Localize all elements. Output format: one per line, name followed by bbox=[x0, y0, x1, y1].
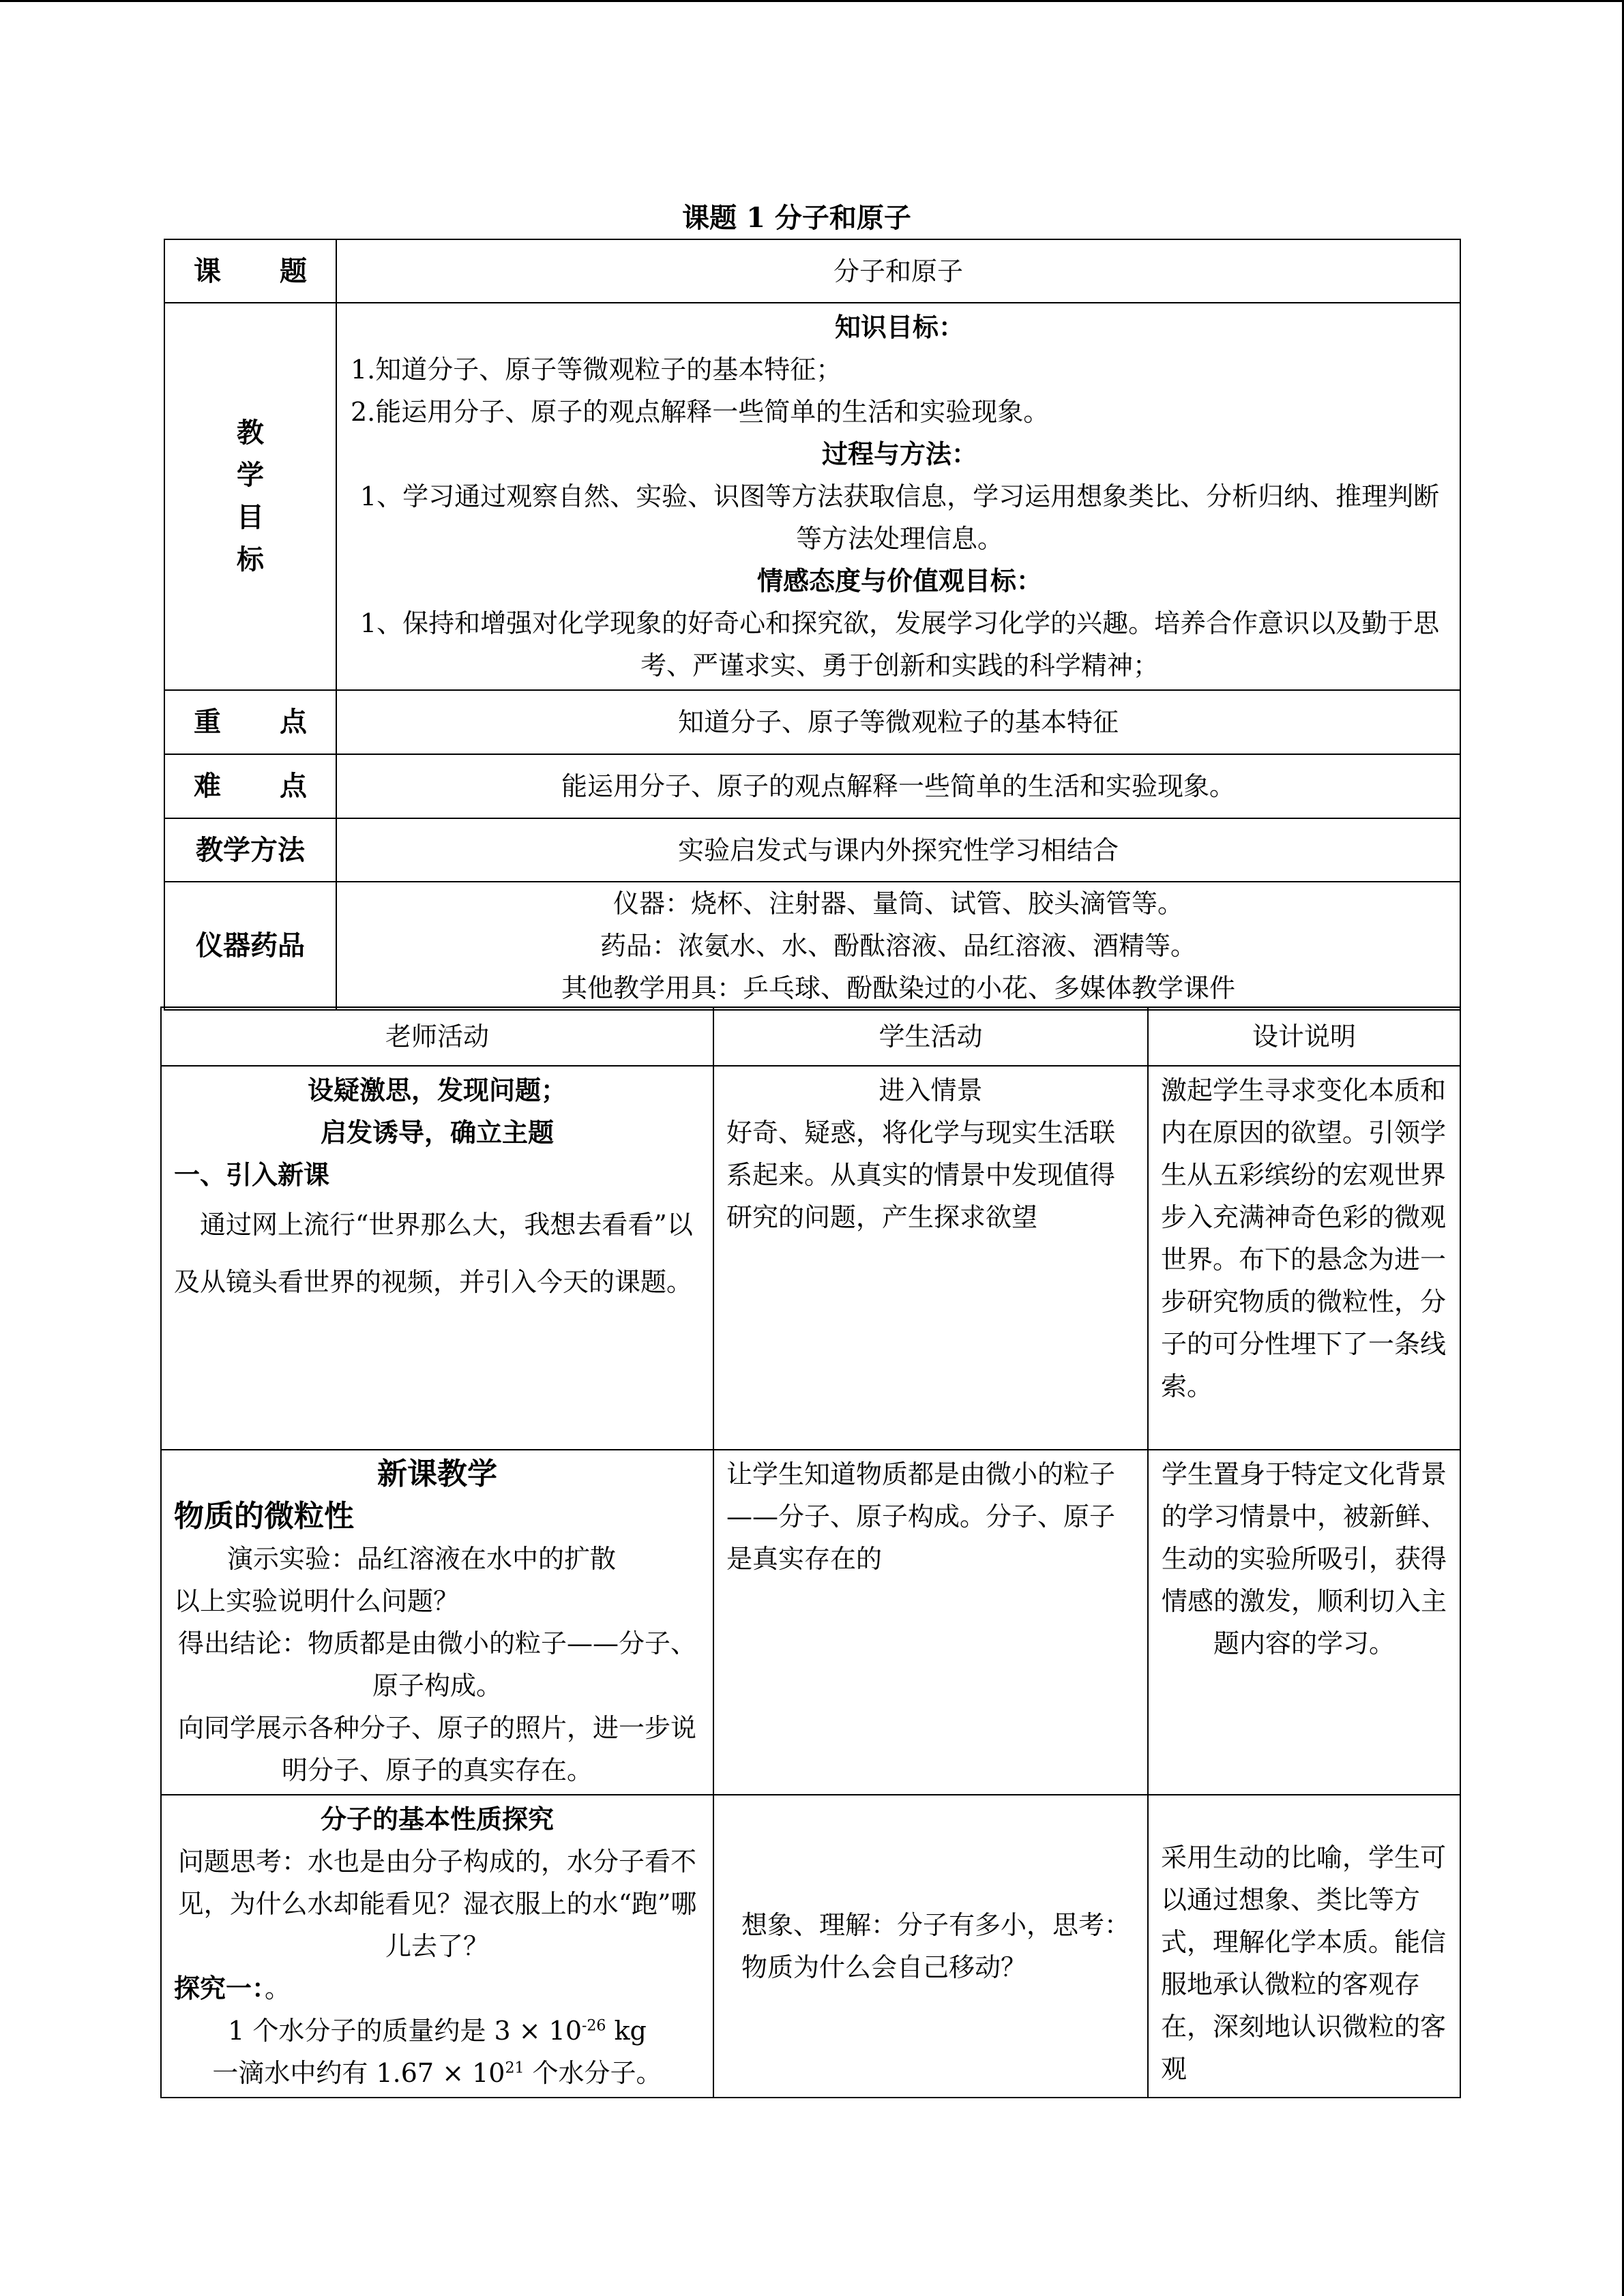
objectives-label bbox=[164, 303, 336, 690]
equipment-line: 药品：浓氨水、水、酚酞溶液、品红溶液、酒精等。 bbox=[600, 931, 1196, 961]
key-point-label: 重 点 bbox=[164, 690, 336, 754]
question-text: 问题思考：水也是由分子构成的，水分子看不见，为什么水却能看见？湿衣服上的水“跑”哪儿去了？ bbox=[177, 1847, 697, 1961]
teacher-heading: 新课教学 bbox=[377, 1457, 497, 1491]
design-cell: 激起学生寻求变化本质和内在原因的欲望。引领学生从五彩缤纷的宏观世界步入充满神奇色彩的微观世界。布下的悬念为进一步研究物质的微粒性，分子的可分性埋下了一条线索。 bbox=[1148, 1066, 1460, 1450]
equipment-row bbox=[164, 882, 1460, 1010]
method-label: 教学方法 bbox=[164, 818, 336, 882]
knowledge-item: 1.知道分子、原子等微观粒子的基本特征； bbox=[351, 355, 842, 385]
objectives-content bbox=[336, 303, 1460, 690]
question-text: 以上实验说明什么问题？ bbox=[174, 1586, 460, 1616]
equipment-label: 仪器药品 bbox=[164, 882, 336, 1010]
header-teacher: 老师活动 bbox=[161, 1007, 713, 1066]
activity-header-row bbox=[161, 1007, 1460, 1066]
count-line bbox=[174, 2052, 700, 2094]
activity-row-explore bbox=[161, 1795, 1460, 2098]
method-row bbox=[164, 818, 1460, 882]
equipment-content bbox=[336, 882, 1460, 1010]
student-heading: 进入情景 bbox=[879, 1075, 983, 1105]
difficulty-label: 难 点 bbox=[164, 754, 336, 818]
mass-exponent: -26 bbox=[582, 2017, 606, 2035]
header-design: 设计说明 bbox=[1148, 1007, 1460, 1066]
show-text: 向同学展示各种分子、原子的照片，进一步说明分子、原子的真实存在。 bbox=[177, 1713, 696, 1785]
activity-row-intro bbox=[161, 1066, 1460, 1450]
teacher-text: 通过网上流行“世界那么大，我想去看看”以及从镜头看世界的视频，并引入今天的课题。 bbox=[174, 1210, 693, 1297]
topic-row bbox=[164, 239, 1460, 303]
student-text: 好奇、疑惑，将化学与现实生活联系起来。从真实的情景中发现值得研究的问题，产生探求欲望 bbox=[726, 1118, 1116, 1232]
page-title: 课题 1 分子和原子 bbox=[682, 202, 911, 234]
activity-row-new-lesson bbox=[161, 1450, 1460, 1795]
lesson-info-table bbox=[164, 239, 1461, 1011]
knowledge-heading: 知识目标： bbox=[834, 312, 964, 342]
key-point-row bbox=[164, 690, 1460, 754]
section-heading: 物质的微粒性 bbox=[174, 1499, 354, 1534]
process-text: 1、学习通过观察自然、实验、识图等方法获取信息，学习运用想象类比、分析归纳、推理判断等方法处理信息。 bbox=[359, 481, 1440, 554]
page-top-border bbox=[0, 0, 1624, 2]
objectives-label-char: 教 bbox=[237, 417, 264, 449]
activity-table bbox=[160, 1007, 1461, 2098]
mass-prefix: 1 个水分子的质量约是 3 × 10 bbox=[228, 2016, 582, 2046]
mass-unit: kg bbox=[606, 2016, 647, 2046]
section-heading: 分子的基本性质探究 bbox=[320, 1804, 554, 1834]
topic-label: 课 题 bbox=[164, 239, 336, 303]
explore-label: 探究一： bbox=[174, 1973, 265, 2003]
count-suffix: 个水分子。 bbox=[524, 2058, 662, 2088]
knowledge-item: 2.能运用分子、原子的观点解释一些简单的生活和实验现象。 bbox=[351, 397, 1050, 427]
objectives-label-char: 目 bbox=[237, 501, 264, 533]
teacher-cell bbox=[161, 1795, 713, 2098]
count-prefix: 一滴水中约有 1.67 × 10 bbox=[212, 2058, 505, 2088]
teacher-cell bbox=[161, 1450, 713, 1795]
explore-suffix: 。 bbox=[265, 1973, 291, 2003]
equipment-line: 其他教学用具：乒乓球、酚酞染过的小花、多媒体教学课件 bbox=[561, 973, 1235, 1003]
teacher-heading: 启发诱导，确立主题 bbox=[320, 1117, 554, 1148]
demo-text: 演示实验：品红溶液在水中的扩散 bbox=[227, 1544, 617, 1574]
design-cell: 采用生动的比喻，学生可以通过想象、类比等方式，理解化学本质。能信服地承认微粒的客观存在，深刻地认识微粒的客观 bbox=[1148, 1795, 1460, 2098]
explore-line bbox=[174, 1967, 700, 2010]
objectives-label-char: 标 bbox=[237, 543, 264, 576]
conclusion-text: 得出结论：物质都是由微小的粒子——分子、原子构成。 bbox=[177, 1628, 696, 1701]
header-student: 学生活动 bbox=[713, 1007, 1148, 1066]
difficulty-row bbox=[164, 754, 1460, 818]
student-cell bbox=[713, 1066, 1148, 1450]
objectives-row bbox=[164, 303, 1460, 690]
teacher-heading: 设疑激思，发现问题； bbox=[307, 1075, 567, 1105]
design-cell: 学生置身于特定文化背景的学习情景中，被新鲜、生动的实验所吸引，获得情感的激发，顺利切入主题内容的学习。 bbox=[1148, 1450, 1460, 1795]
method-value: 实验启发式与课内外探究性学习相结合 bbox=[336, 818, 1460, 882]
equipment-line: 仪器：烧杯、注射器、量筒、试管、胶头滴管等。 bbox=[612, 889, 1183, 919]
topic-value: 分子和原子 bbox=[336, 239, 1460, 303]
difficulty-value: 能运用分子、原子的观点解释一些简单的生活和实验现象。 bbox=[336, 754, 1460, 818]
mass-line bbox=[174, 2010, 700, 2052]
objectives-label-char: 学 bbox=[237, 459, 264, 491]
student-cell: 让学生知道物质都是由微小的粒子——分子、原子构成。分子、原子是真实存在的 bbox=[713, 1450, 1148, 1795]
emotion-text: 1、保持和增强对化学现象的好奇心和探究欲，发展学习化学的兴趣。培养合作意识以及勤于思考、严谨求实、勇于创新和实践的科学精神； bbox=[359, 608, 1440, 681]
key-point-value: 知道分子、原子等微观粒子的基本特征 bbox=[336, 690, 1460, 754]
teacher-cell bbox=[161, 1066, 713, 1450]
student-cell: 想象、理解：分子有多小，思考：物质为什么会自己移动？ bbox=[713, 1795, 1148, 2098]
process-heading: 过程与方法： bbox=[821, 438, 977, 469]
emotion-heading: 情感态度与价值观目标： bbox=[756, 565, 1042, 596]
section-heading: 一、引入新课 bbox=[174, 1159, 330, 1190]
count-exponent: 21 bbox=[505, 2059, 525, 2077]
